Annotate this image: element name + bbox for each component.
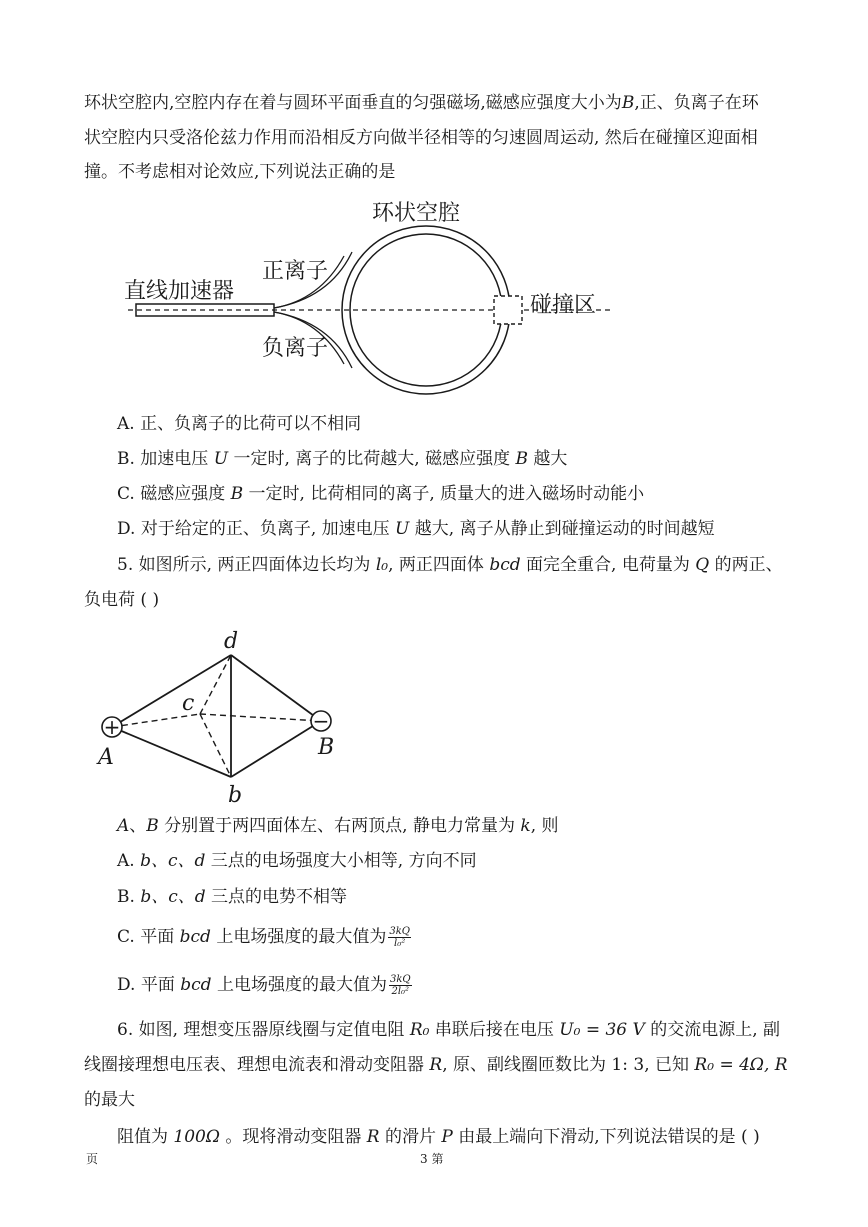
q5-option-c [117, 926, 413, 949]
fraction-denominator: l₀² [394, 938, 406, 949]
accelerator-label: 直线加速器 [124, 279, 235, 304]
intro-line-3: 撞。不考虑相对论效应,下列说法正确的是 [84, 162, 396, 182]
fraction-numerator: 3kQ [389, 974, 411, 985]
vertex-c-label: c [182, 691, 195, 716]
ring-label: 环状空腔 [372, 201, 461, 226]
q5-d-text: 上电场强度的最大值为 [216, 975, 387, 995]
q6-line4-text: 阻值为 [117, 1127, 168, 1147]
var-B: B [621, 93, 635, 113]
var-bcd-points: b、c、d [140, 851, 206, 871]
q5-stem-line-1 [117, 554, 783, 576]
var-R: R [429, 1055, 443, 1075]
q5-a-label: A. [117, 851, 135, 871]
plus-sign: + [103, 715, 121, 739]
var-Q: Q [695, 555, 710, 575]
collision-zone-box [494, 296, 522, 324]
q4-option-d [117, 518, 715, 540]
intro-text: 环状空腔内,空腔内存在着与圆环平面垂直的匀强磁场,磁感应强度大小为 [84, 93, 622, 113]
comma-mark: 、 [129, 816, 147, 836]
q4-option-b [117, 448, 567, 470]
q5-b-text: 三点的电势不相等 [211, 887, 348, 907]
var-R: R [366, 1127, 380, 1147]
intro-line-2: 状空腔内只受洛伦兹力作用而沿相反方向做半径相等的匀速圆周运动, 然后在碰撞区迎面相 [84, 128, 758, 148]
q4-c-text: C. 磁感应强度 [117, 484, 226, 504]
var-A: A [117, 816, 130, 836]
collider-diagram [110, 190, 610, 400]
q5-stem-mid2: 面完全重合, 电荷量为 [526, 555, 690, 575]
q4-d-post: 越大, 离子从静止到碰撞运动的时间越短 [414, 519, 715, 539]
var-B: B [146, 816, 159, 836]
q5-after-text: 分别置于两四面体左、右两顶点, 静电力常量为 [164, 816, 515, 836]
q4-b-mid: 一定时, 离子的比荷越大, 磁感应强度 [233, 449, 511, 469]
footer-left: 页 [86, 1152, 99, 1166]
q6-line-1 [117, 1019, 780, 1041]
edge-d-B [231, 655, 321, 721]
var-bcd: bcd [489, 555, 521, 575]
var-bcd: bcd [180, 975, 212, 995]
var-bcd-points: b、c、d [140, 887, 206, 907]
q6-mid: 串联后接在电压 [434, 1020, 554, 1040]
var-U: U [213, 449, 229, 469]
fraction-3kQ-over-2l0sq [389, 974, 412, 997]
q5-a-text: 三点的电场强度大小相等, 方向不同 [210, 851, 477, 871]
var-P: P [441, 1127, 453, 1147]
q4-d-text: D. 对于给定的正、负离子, 加速电压 [117, 519, 390, 539]
fraction-numerator: 3kQ [389, 926, 410, 937]
q5-stem-line-2: 负电荷 ( ) [84, 590, 160, 610]
q6-line-3: 的最大 [84, 1090, 135, 1110]
intro-line-1 [84, 92, 759, 114]
q5-stem-mid: , 两正四面体 [388, 555, 484, 575]
negative-ion-label: 负离子 [262, 336, 329, 361]
var-bcd: bcd [179, 927, 211, 947]
q4-b-text: B. 加速电压 [117, 449, 209, 469]
q5-stem-text: 5. 如图所示, 两正四面体边长均为 [117, 555, 371, 575]
q6-text: 6. 如图, 理想变压器原线圈与定值电阻 [117, 1020, 405, 1040]
q6-line2-mid: , 原、副线圈匝数比为 1: 3, 已知 [442, 1055, 690, 1075]
q5-d-label: D. 平面 [117, 975, 175, 995]
q5-c-text: 上电场强度的最大值为 [216, 927, 387, 947]
var-B: B [230, 484, 244, 504]
edge-A-b [112, 727, 231, 777]
vertex-A-label: A [98, 745, 114, 770]
q6-post: 的交流电源上, 副 [650, 1020, 781, 1040]
q6-line-4 [117, 1126, 760, 1148]
var-U: U [395, 519, 410, 539]
q4-b-post: 越大 [533, 449, 568, 469]
q4-option-a: A. 正、负离子的比荷可以不相同 [117, 414, 362, 434]
q5-b-label: B. [117, 887, 135, 907]
q5-c-label: C. 平面 [117, 927, 175, 947]
q6-line-2 [84, 1054, 788, 1076]
q4-c-post: 一定时, 比荷相同的离子, 质量大的进入磁场时动能小 [248, 484, 645, 504]
minus-sign: − [312, 709, 330, 733]
q6-line4-post: 由最上端向下滑动,下列说法错误的是 ( ) [458, 1127, 760, 1147]
q5-after-figure [117, 815, 559, 837]
edge-c-B [200, 714, 321, 721]
edge-c-b [200, 714, 231, 777]
var-R0: R₀ [409, 1020, 430, 1040]
fraction-3kQ-over-l0sq [388, 926, 411, 949]
q6-line4-mid2: 的滑片 [384, 1127, 436, 1147]
fraction-denominator: 2l₀² [391, 986, 410, 997]
tetrahedron-diagram [90, 626, 350, 808]
q6-line4-mid: 。现将滑动变阻器 [225, 1127, 362, 1147]
q6-line2-text: 线圈接理想电压表、理想电流表和滑动变阻器 [84, 1055, 424, 1075]
positive-ion-label: 正离子 [262, 259, 329, 284]
var-B: B [515, 449, 528, 469]
q4-option-c [117, 483, 644, 505]
value-100-ohm: 100Ω [173, 1127, 220, 1147]
q5-after-tail: , 则 [530, 816, 559, 836]
q5-stem-post: 的两正、 [714, 555, 783, 575]
vertex-B-label: B [318, 735, 335, 760]
q5-option-d [117, 974, 414, 997]
q5-option-b [117, 886, 347, 908]
edge-A-d [112, 655, 231, 727]
collision-zone-label: 碰撞区 [530, 293, 597, 318]
vertex-d-label: d [224, 629, 239, 654]
q5-option-a [117, 850, 477, 872]
intro-text-tail: ,正、负离子在环 [634, 93, 759, 113]
var-k: k [520, 816, 531, 836]
vertex-b-label: b [228, 783, 243, 808]
equation-U0: U₀ = 36 V [559, 1020, 645, 1040]
equation-R0: R₀ = 4Ω, R [694, 1055, 788, 1075]
edge-b-B [231, 721, 321, 777]
var-l0: l₀ [375, 555, 389, 575]
page-number: 3 第 [420, 1152, 444, 1166]
